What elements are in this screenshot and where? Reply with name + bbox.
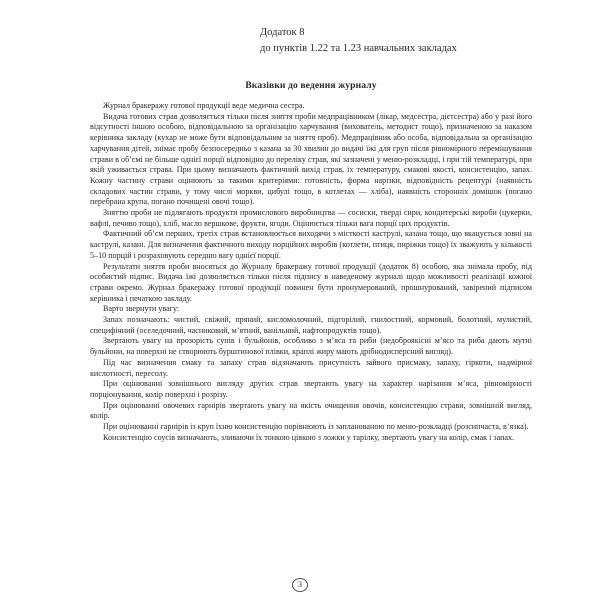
page-number: 3 — [292, 578, 308, 592]
paragraph-7: Запах позначають: чистий, свіжий, пряний, кисломолочний, підгорілий, гнилостний, кормовий, болотний, мулистий, специфічний (оселедочний, часниковий, м’ятний, ванільний, нафтопродуктів тощо). — [90, 315, 532, 335]
paragraph-8: Звертають увагу на прозорість супів і бульйонів, особливо з м’яса та риби (недоброякісні м’ясо та риба дають мутні бульйони, на поверхні не створюють бурштинової плівки, краплі жиру мають дрібнодисперсний вигляд). — [90, 336, 532, 357]
paragraph-12: При оцінюванні гарнірів із круп їхню консистенцію порівнюють із запланованою по меню-розкладці (розсипчаста, в’язка). — [103, 422, 529, 432]
paragraph-10: При оцінюванні зовнішнього вигляду других страв звертають увагу на характер нарізання м’яса, рівномірності порціонування, колір поверхні і розрізу. — [90, 379, 532, 399]
appendix-subtitle: до пунктів 1.22 та 1.23 навчальних закладах — [260, 43, 457, 54]
paragraph-2: Видача готових страв дозволяється тільки після зняття проби медпрацівником (лікар, медсестра, дієтсестра) або у разі його відсутності іншою особою, відповідальною за організацію харчування (вихователь, методист тощо), призначеною за наказом керівника закладу (кухар не може бути відповідальним за зняття проб). Медпрацівник або особа, відповідальна за організацію харчування дітей, знімає пробу безпосередньо з казана за 30 хвилин до видачі їжі для груп після рівномірного перемішування страви в об’ємі не більше однієї порції відповідно до переліку страв, які зазначені у меню-розкладці, і при тій температурі, при якій уживається страва. При цьому визначають фактичний вихід страв, їх температуру, смакові якості, консистенцію, запах. Кожну частину страви оцінюють за такими критеріями: готовність, форма нарізки, відповідність рецептурі (наявність складових частин страви, у тому числі моркви, цибулі тощо, в котлетах — хліба), наявність сторонніх домішок (погано перебрана крупа, погано почищені овочі тощо). — [90, 111, 532, 207]
paragraph-11: При оцінюванні овочевих гарнірів звертають увагу на якість очищення овочів, консистенцію страви, зовнішній вигляд, колір. — [90, 400, 532, 421]
appendix-header — [260, 26, 532, 56]
page-footer — [0, 574, 600, 592]
paragraph-5: Результати зняття проби вносяться до Журналу бракеражу готової продукції (додаток 8) особою, яка знімала пробу, під особистий підпис. Видача їжі дозволяється тільки після підпису в наведеному журналі щодо можливості реалізації кожної страви окремо. Журнал бракеражу готової продукції повинен бути пронумерований, прошнурований, завірений підписом керівника і печаткою закладу. — [90, 261, 532, 303]
paragraph-1: Журнал бракеражу готової продукції веде медична сестра. — [103, 101, 305, 110]
paragraph-9: Під час визначення смаку та запаху страв відзначають присутність зайвого присмаку, запаху, гіркоти, надмірної кислотності, пересолу. — [90, 357, 532, 378]
document-body — [90, 101, 532, 444]
document-title: Вказівки до ведення журналу — [245, 80, 377, 91]
paragraph-3: Зняттю проби не підлягають продукти промислового виробництва — сосиски, тверді сири, кондитерські вироби (цукерки, вафлі, печиво тощо), хліб, масло вершкове, фрукти, ягоди. Оцінюється тільки вага порції цих продуктів. — [90, 208, 532, 228]
appendix-title: Додаток 8 — [260, 27, 305, 38]
paragraph-13: Консистенцію соусів визначають, зливаючи їх тонкою цівкою з ложки у тарілку, звертають увагу на колір, смак і запах. — [103, 432, 515, 442]
paragraph-4: Фактичний об’єм перших, третіх страв встановлюється виходячи з місткості каструлі, казана тощо, що вкацується зовні на каструлі, казані. Для визначення фактичного виходу порційних виробів (котлети, птиця, пиріжки тощо) їх зважують у кількості 5–10 порцій і розраховують середню вагу однієї порції. — [90, 229, 532, 260]
paragraph-6: Варто звернути увагу: — [103, 304, 180, 314]
